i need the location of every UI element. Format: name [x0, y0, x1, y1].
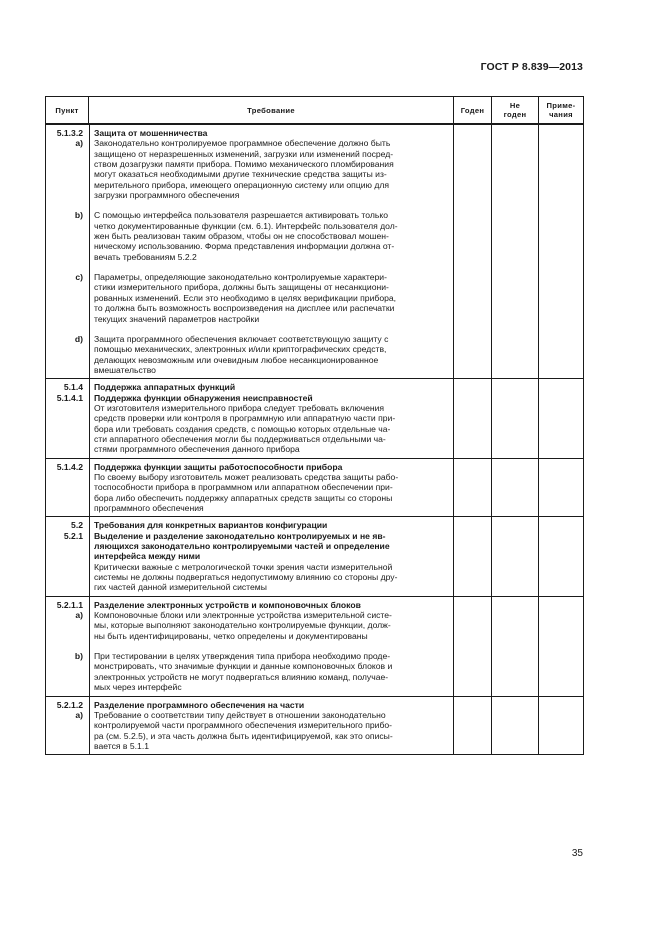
- table-row: [46, 596, 584, 696]
- item-content: [89, 520, 447, 592]
- pass-cell: [454, 696, 492, 755]
- item-content: [89, 334, 447, 375]
- col-header-requirement: Требование: [89, 97, 454, 125]
- table-row: [46, 696, 584, 755]
- item-text: От изготовителя измерительного прибора следует требовать включения средств проверки или контроля в программную или аппаратную части при- бора или требовать создания средств, с помощью которых отдельные ча- сти аппаратного обеспечения могли бы поддерживаться отдельными ча- стями программного обеспечения данного прибора: [94, 402, 396, 455]
- fail-cell: [492, 379, 539, 458]
- item-number: d): [74, 333, 83, 344]
- item-heading: Разделение программного обеспечения на части: [94, 699, 305, 710]
- notes-cell: [539, 124, 584, 379]
- item-number: b): [74, 651, 83, 662]
- col-header-pass: Годен: [454, 97, 492, 125]
- requirement-cell: [46, 517, 454, 596]
- fail-cell: [492, 124, 539, 379]
- fail-cell: [492, 696, 539, 755]
- fail-cell: [492, 596, 539, 696]
- item-text: Критически важные с метрологической точки зрения части измерительной системы не должны подвергаться недопустимому влиянию со стороны дру- гих частей данной измерительной системы: [94, 561, 398, 593]
- requirement-item: [46, 382, 448, 454]
- fail-cell: [492, 517, 539, 596]
- item-content: [89, 651, 447, 692]
- col-header-notes: Приме- чания: [539, 97, 584, 125]
- table-row: [46, 517, 584, 596]
- item-text: По своему выбору изготовитель может реализовать средства защиты рабо- тоспособности прибора в программном или аппаратном обеспечении при- бора либо обеспечить поддержку аппаратных средств защиты со стороны программного обеспечения: [94, 471, 399, 513]
- item-number: 5.1.4.2: [56, 461, 83, 472]
- document-code: ГОСТ Р 8.839—2013: [480, 61, 583, 73]
- item-text: При тестировании в целях утверждения типа прибора необходимо проде- монстрировать, что значимые функции и данные компоновочных блоков и электронных устройств не могут подвергаться влиянию команд, получае- мых через интерфейс: [94, 651, 393, 693]
- notes-cell: [539, 696, 584, 755]
- item-number: 5.2.1.1 a): [56, 599, 83, 621]
- notes-cell: [539, 596, 584, 696]
- item-text: Компоновочные блоки или электронные устройства измерительной систе- мы, которые выполняют законодательно контролируемые функции, долж- ны быть идентифицированы, четко определены и документированы: [94, 610, 392, 641]
- requirements-table: [45, 96, 584, 755]
- item-number: 5.1.4 5.1.4.1: [56, 382, 83, 403]
- item-number: 5.2 5.2.1: [63, 520, 83, 541]
- page-number: 35: [571, 848, 583, 859]
- requirement-item: [46, 210, 448, 262]
- requirement-cell: [46, 124, 454, 379]
- item-number: 5.2.1.2 a): [56, 699, 83, 720]
- requirement-cell: [46, 696, 454, 755]
- table-body: [46, 124, 584, 755]
- notes-cell: [539, 458, 584, 517]
- fail-cell: [492, 458, 539, 517]
- item-heading: Требования для конкретных вариантов конфигурации Выделение и разделение законодательно контролируемых и не яв- ляющихся законодательно контролируемыми частей и определение интерфейса между ними: [94, 520, 390, 562]
- item-content: [89, 210, 447, 262]
- table-row: [46, 379, 584, 458]
- table-header-row: [46, 97, 584, 125]
- item-number: b): [74, 210, 83, 221]
- item-content: [89, 272, 447, 324]
- requirement-item: [46, 462, 448, 514]
- pass-cell: [454, 596, 492, 696]
- item-content: [89, 600, 447, 641]
- item-text: Защита программного обеспечения включает соответствующую защиту с помощью механических, электронных и/или криптографических средств, делающих невозможным или очевидным любое несанкционированное вмешательство: [94, 333, 389, 375]
- item-number: c): [75, 272, 83, 283]
- item-text: С помощью интерфейса пользователя разрешается активировать только четко документированные функции (см. 6.1). Интерфейс пользователя дол- жен быть реализован таким образом, чтобы он не способствовал мошен- ническому использованию. Форма представления информации должна от- вечать требованиям 5.2.2: [94, 210, 398, 262]
- table-row: [46, 124, 584, 379]
- requirement-item: [46, 128, 448, 200]
- requirement-item: [46, 520, 448, 592]
- pass-cell: [454, 379, 492, 458]
- table-row: [46, 458, 584, 517]
- pass-cell: [454, 517, 492, 596]
- col-header-item: Пункт: [46, 97, 89, 125]
- requirement-item: [46, 272, 448, 324]
- item-content: [89, 462, 447, 514]
- item-heading: Разделение электронных устройств и компоновочных блоков: [94, 599, 361, 610]
- item-number: 5.1.3.2 a): [56, 128, 83, 149]
- item-text: Параметры, определяющие законодательно контролируемые характери- стики измерительного прибора, должны быть защищены от несанкциони- рованных изменений. Если это необходимо в целях верификации прибора, то должна быть возможность воспроизведения на дисплее или распечатки текущих значений параметров настройки: [94, 272, 397, 324]
- item-heading: Поддержка аппаратных функций Поддержка функции обнаружения неисправностей: [94, 382, 313, 403]
- item-text: Требование о соответствии типу действует в отношении законодательно контролируемой части программного обеспечения измерительного прибо- ра (см. 5.2.5), и эта часть должна быть идентифицируемой, как это описы- вается в 5.1.1: [94, 709, 393, 751]
- requirement-item: [46, 600, 448, 641]
- requirement-item: [46, 334, 448, 375]
- requirement-cell: [46, 379, 454, 458]
- notes-cell: [539, 379, 584, 458]
- pass-cell: [454, 124, 492, 379]
- item-content: [89, 700, 447, 752]
- item-text: Законодательно контролируемое программное обеспечение должно быть защищено от неразрешенных изменений, загрузки или изменений посред- ством дозагрузки памяти прибора. Помимо механического пломбирования могут оказаться необходимыми другие технические средства защиты из- мерительного прибора, имеющего операционную систему или опцию для загрузки программного обеспечения: [94, 138, 394, 201]
- notes-cell: [539, 517, 584, 596]
- requirement-item: [46, 700, 448, 752]
- item-content: [89, 382, 447, 454]
- pass-cell: [454, 458, 492, 517]
- requirement-item: [46, 651, 448, 692]
- col-header-fail: Не годен: [492, 97, 539, 125]
- item-heading: Поддержка функции защиты работоспособности прибора: [94, 461, 343, 472]
- requirement-cell: [46, 458, 454, 517]
- requirement-cell: [46, 596, 454, 696]
- item-heading: Защита от мошенничества: [94, 128, 208, 138]
- item-content: [89, 128, 447, 200]
